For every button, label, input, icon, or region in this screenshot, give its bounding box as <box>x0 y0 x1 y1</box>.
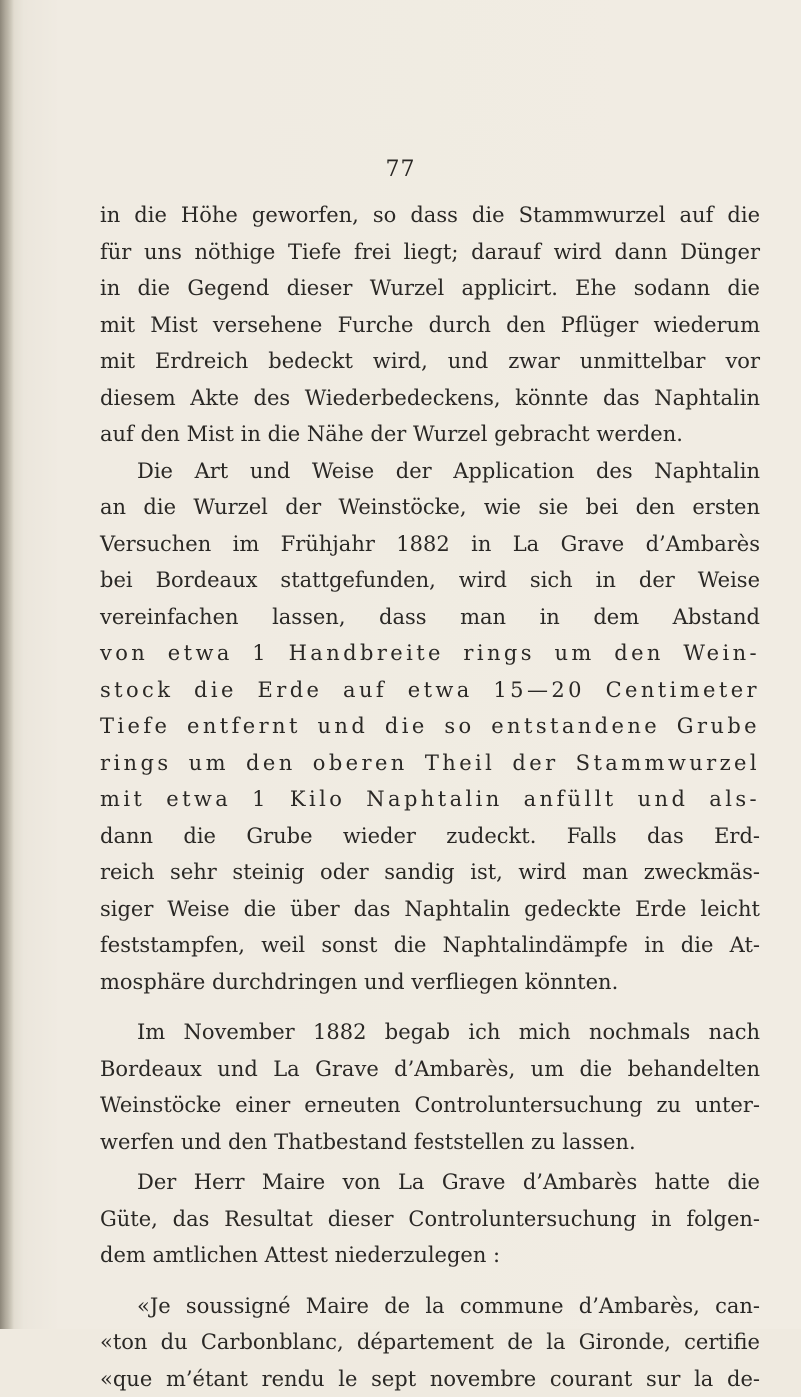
paragraph <box>100 453 760 1001</box>
text-line: reich sehr steinig oder sandig ist, wird man zweckmäs- <box>100 854 760 891</box>
text-line: dem amtlichen Attest niederzulegen : <box>100 1237 760 1274</box>
text-line: Tiefe entfernt und die so entstandene Grube <box>100 708 760 745</box>
text-line: mit etwa 1 Kilo Naphtalin anfüllt und als- <box>100 781 760 818</box>
text-line: von etwa 1 Handbreite rings um den Wein- <box>100 635 760 672</box>
text-line: Bordeaux und La Grave d’Ambarès, um die behandelten <box>100 1051 760 1088</box>
text-line: siger Weise die über das Naphtalin gedeckte Erde leicht <box>100 891 760 928</box>
paragraph <box>100 1288 760 1397</box>
text-line: an die Wurzel der Weinstöcke, wie sie bei den ersten <box>100 489 760 526</box>
body-text <box>100 197 760 1397</box>
text-line: auf den Mist in die Nähe der Wurzel gebracht werden. <box>100 416 760 453</box>
text-line: Weinstöcke einer erneuten Controluntersuchung zu unter- <box>100 1087 760 1124</box>
text-line: Im November 1882 begab ich mich nochmals nach <box>100 1014 760 1051</box>
paragraph <box>100 197 760 453</box>
text-line: in die Gegend dieser Wurzel applicirt. Ehe sodann die <box>100 270 760 307</box>
text-line: Der Herr Maire von La Grave d’Ambarès hatte die <box>100 1164 760 1201</box>
text-line: bei Bordeaux stattgefunden, wird sich in der Weise <box>100 562 760 599</box>
text-line: Versuchen im Frühjahr 1882 in La Grave d’Ambarès <box>100 526 760 563</box>
text-line: «ton du Carbonblanc, département de la Gironde, certifie <box>100 1324 760 1361</box>
text-line: diesem Akte des Wiederbedeckens, könnte das Naphtalin <box>100 380 760 417</box>
page-number: 77 <box>0 158 801 182</box>
paragraph <box>100 1014 760 1160</box>
text-line: dann die Grube wieder zudeckt. Falls das Erd- <box>100 818 760 855</box>
text-line: stock die Erde auf etwa 15—20 Centimeter <box>100 672 760 709</box>
text-line: werfen und den Thatbestand feststellen zu lassen. <box>100 1124 760 1161</box>
page-gutter-shadow <box>0 0 14 1329</box>
text-line: in die Höhe geworfen, so dass die Stammwurzel auf die <box>100 197 760 234</box>
text-line: für uns nöthige Tiefe frei liegt; darauf wird dann Dünger <box>100 234 760 271</box>
paragraph <box>100 1164 760 1274</box>
text-line: feststampfen, weil sonst die Naphtalindämpfe in die At- <box>100 927 760 964</box>
text-line: rings um den oberen Theil der Stammwurzel <box>100 745 760 782</box>
text-line: mit Erdreich bedeckt wird, und zwar unmittelbar vor <box>100 343 760 380</box>
text-line: vereinfachen lassen, dass man in dem Abstand <box>100 599 760 636</box>
text-line: mosphäre durchdringen und verfliegen könnten. <box>100 964 760 1001</box>
text-line: Die Art und Weise der Application des Naphtalin <box>100 453 760 490</box>
text-line: «que m’étant rendu le sept novembre courant sur la de- <box>100 1361 760 1397</box>
text-line: «Je soussigné Maire de la commune d’Ambarès, can- <box>100 1288 760 1325</box>
text-line: mit Mist versehene Furche durch den Pflüger wiederum <box>100 307 760 344</box>
text-line: Güte, das Resultat dieser Controluntersuchung in folgen- <box>100 1201 760 1238</box>
